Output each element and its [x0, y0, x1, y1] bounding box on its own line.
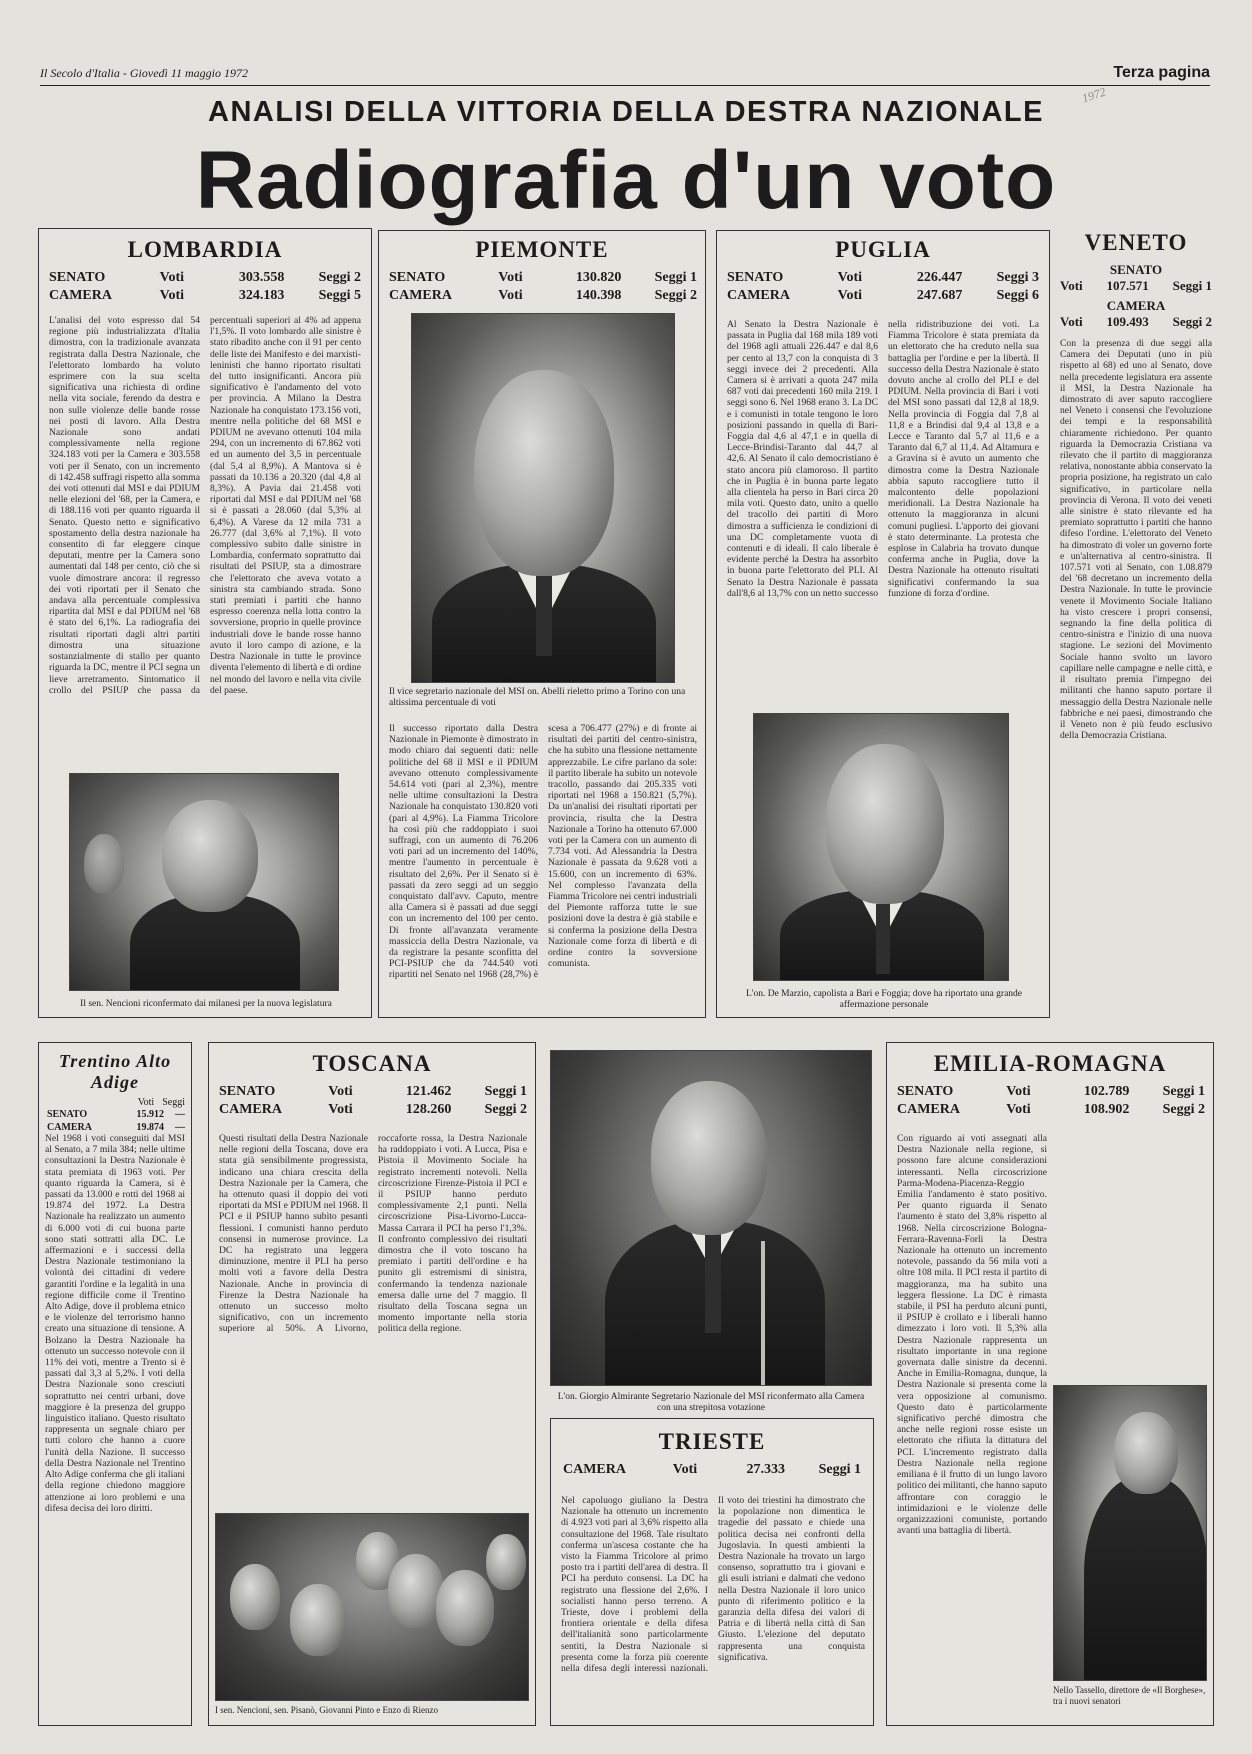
results-table	[47, 269, 363, 305]
result-row	[387, 269, 699, 287]
seats-value: Seggi 3	[996, 270, 1039, 285]
result-row	[725, 269, 1041, 287]
seats-header: Seggi	[162, 1097, 185, 1108]
results-table	[561, 1461, 863, 1479]
result-row	[47, 287, 363, 305]
seats-value: Seggi 2	[1162, 1102, 1205, 1117]
votes-value: 140.398	[575, 288, 622, 303]
votes-label: Voti	[1060, 278, 1083, 293]
house-label: SENATO	[47, 1109, 88, 1120]
article-body: Con la presenza di due seggi alla Camera dei Deputati (uno in più rispetto al 68) ed uno al Senato, dove nella precedente legislatura era assente il MSI, la Destra Nazionale ha dimostrato di aver saputo raccogliere nel Veneto i consensi che l'evoluzione dei tempi e la responsabilità chiaramente richiedono. Per quanto riguarda la Democrazia Cristiana va rilevato che il partito di maggioranza relativa, nonostante abbia conservato la propria posizione, ha registrato un calo significativo, in particolare nella provincia di Verona. Il voto dei veneti alle sinistre è stato rilevante ed ha premiato soprattutto i partiti che hanno difeso l'ordine. L'elettorato del Veneto ha dimostrato di voler un governo forte e un'alternativa al centro-sinistra. Il 107.571 voti al Senato, con 1.08.879 del '68 decretano un incremento della Destra Nazionale. In tutte le provincie venete il Movimento Sociale Italiano ha visto crescere i propri consensi, segnando la fine della politica di centro-sinistra e l'inizio di una nuova stagione. Le sezioni del Movimento Sociale hanno svolto un lavoro capillare nelle campagne e nelle città, e il risultato premia l'impegno dei militanti che hanno saputo portare il messaggio della Destra Nazionale nelle fabbriche e nei paesi, dimostrando che il Veneto non è più feudo esclusivo della Democrazia Cristiana.	[1060, 338, 1212, 742]
house-label: CAMERA	[897, 1102, 960, 1117]
section-label: Terza pagina	[1113, 64, 1210, 81]
seats-value: Seggi 1	[1172, 278, 1212, 293]
abelli-portrait	[411, 313, 675, 683]
votes-label: Voti	[159, 288, 185, 303]
votes-label: Voti	[328, 1102, 353, 1117]
article-body: Il successo riportato dalla Destra Nazionale in Piemonte è dimostrato in modo chiaro dai seguenti dati: nelle politiche del 68 il MSI e il PDIUM avevano ottenuto complessivamente 54.614 voti (pari al 2,3%), mentre nelle ultime consultazioni la Destra Nazionale ha conquistato 130.820 voti (pari al 4,9%). La Fiamma Tricolore ha così più che raddoppiato i suoi suffragi, con un aumento di 76.206 voti pari ad un incremento del 140%, mentre l'aumento in percentuale è risultato del 2,6%. Per il Senato si è passati da zero seggi ad un seggio conquistato dall'avv. Caputo, mentre alla Camera si è passati ad due seggi con un incremento del 100 per cento. Di fronte all'avanzata veramente massiccia della Destra Nazionale, va da registrare la pesante sconfitta del PCI-PSIUP che da 744.540 voti ripartiti nel Senato nel 1968 (28,7%) è scesa a 706.477 (27%) e di fronte ai risultati dei partiti del centro-sinistra, che ha subìto una flessione nettamente apprezzabile. Le cifre parlano da sole: il partito liberale ha subìto un notevole tracollo, passando dai 205.335 voti riportati nel 1968 a 150.821 (5,7%). Da un'analisi dei risultati riportati per provincia, risulta che la Destra Nazionale a Torino ha ottenuto 67.000 voti per la Camera con un aumento di 7.734 voti. Ad Alessandria la Destra Nazionale è passata da 9.628 voti a 15.600, con un incremento di 63%. Nel complesso l'avanzata della Fiamma Tricolore nei centri industriali del Piemonte rafforza tutte le sue posizioni dove la destra è già stabile e si conferma la posizione della Destra Nazionale come forza di libertà e di ordine contro la sovversione comunista.	[389, 723, 697, 981]
region-title: VENETO	[1084, 230, 1188, 255]
photo-caption: Il sen. Nencioni riconfermato dai milanesi per la nuova legislatura	[80, 999, 332, 1009]
article-body: Nel 1968 i voti conseguiti dal MSI al Senato, a 7 mila 384; nelle ultime consultazioni la Destra Nazionale è stata premiata di 1963 voti. Per quanto riguarda la Camera, si è passati da 13.000 e rotti del 1968 ai 19.874 del 1972. La Destra Nazionale ha realizzato un aumento di 6.000 voti di cui buona parte sono stati sottratti alla DC. Le affermazioni e i successi della Destra Nazionale testimoniano la volontà dei cittadini di vedere garantiti l'ordine e la legalità in una regione difficile come il Trentino Alto Adige, dove il problema etnico e le violenze del terrorismo hanno creato una situazione di tensione. A Bolzano la Destra Nazionale ha ottenuto un successo notevole con il 11% dei voti, mentre a Trento si è passati dal 3,3 al 5,2%. I voti della Destra Nazionale sono cresciuti soprattutto nei centri urbani, dove maggiore è la presenza del gruppo linguistico italiano. Questo risultato rappresenta un segnale chiaro per tutti coloro che hanno a cuore l'unità della Nazione. Il successo della Destra Nazionale nel Trentino Alto Adige conferma che gli italiani della regione chiedono maggiore attenzione ai loro problemi e una difesa decisa dei loro diritti.	[45, 1133, 185, 1514]
de-marzio-portrait	[753, 713, 1009, 981]
article-body: Questi risultati della Destra Nazionale nelle regioni della Toscana, dove era stata già sensibilmente progressista, indicano una chiara crescita della Destra Nazionale per la Camera, che ha ottenuto quasi il doppio dei voti riportati da MSI e PDIUM nel 1968. Il PCI e il PSIUP hanno subìto pesanti flessioni. I comunisti hanno perduto consensi in numerose province. La DC ha registrato una leggera diminuzione, mentre il PLI ha perso molti voti a favore della Destra Nazionale. Anche in provincia di Firenze la Destra Nazionale ha ottenuto un successo molto significativo, con un incremento superiore al 50%. A Livorno, roccaforte rossa, la Destra Nazionale ha raddoppiato i voti. A Lucca, Pisa e Pistoia il Movimento Sociale ha registrato incrementi notevoli. Nella circoscrizione Firenze-Pistoia il PCI e il PSIUP hanno perduto complessivamente 2,1 punti. Nella circoscrizione Pisa-Livorno-Lucca-Massa Carrara il PCI ha perso l'1,3%. Il confronto complessivo dei risultati dimostra che il voto toscano ha premiato i partiti dell'ordine e ha punito gli estremismi di sinistra, confermando la tendenza nazionale emersa dalle urne del 7 maggio. Il risultato della Toscana segna un momento importante nella storia politica della regione.	[219, 1133, 527, 1335]
group-photo	[215, 1513, 529, 1701]
puglia-article	[716, 230, 1050, 1018]
region-title: Trentino Alto Adige	[58, 1051, 172, 1092]
camera-row	[1058, 314, 1214, 330]
emilia-romagna-article	[886, 1042, 1214, 1726]
region-title: PUGLIA	[835, 237, 931, 262]
house-label: SENATO	[897, 1084, 954, 1099]
senato-row	[1058, 278, 1214, 294]
votes-value: 128.260	[405, 1102, 452, 1117]
region-title: PIEMONTE	[475, 237, 609, 262]
house-label: SENATO	[727, 270, 784, 285]
photo-caption: Nello Tassello, direttore de «Il Borghese», tra i nuovi senatori	[1053, 1685, 1206, 1706]
house-label: CAMERA	[563, 1462, 626, 1477]
house-label: CAMERA	[389, 288, 452, 303]
piemonte-article	[378, 230, 706, 1018]
region-title: TRIESTE	[658, 1429, 766, 1454]
article-text: Con riguardo ai voti assegnati alla Destra Nazionale nella regione, si possono fare alcune considerazioni interessanti. Nella circoscrizione Parma-Modena-Piacenza-Reggio Emilia l'andamento è stato positivo. Per quanto riguarda il Senato l'aumento è stato del 3,8% rispetto al 1968. Nella circoscrizione Bologna-Ferrara-Ravenna-Forlì la Destra Nazionale ha ottenuto un incremento notevole, passando da 56 mila voti a oltre 108 mila. Il PCI resta il partito di maggioranza, ma ha subìto una leggera flessione. La DC è rimasta stabile, il PSI ha perduto alcuni punti, il PSIUP è crollato e i liberali hanno dimezzato i loro voti. Il 5,3% alla Destra Nazionale rappresenta un risultato importante in una regione governata dalle sinistre da decenni. Anche in Emilia-Romagna, dunque, la Destra Nazionale si presenta come la vera opposizione al comunismo. Questo dato è particolarmente significativo perché dimostra che anche nelle regioni rosse esiste un elettorato che rifiuta la dittatura del PCI. L'incremento registrato dalla Destra Nazionale nella regione emiliana è il frutto di un lungo lavoro politico dei militanti, che hanno saputo affrontare con coraggio le intimidazioni e le violenze delle organizzazioni comuniste, portando avanti una battaglia di libertà.	[897, 1133, 1047, 1537]
seats-value: Seggi 2	[1172, 314, 1212, 329]
seats-value: Seggi 1	[654, 270, 697, 285]
article-body: Nel capoluogo giuliano la Destra Nazionale ha ottenuto un incremento di 4.923 voti pari al 3,6% rispetto alla consultazione del 1968. Tale risultato conferma un'ascesa costante che ha visto la Fiamma Tricolore al primo posto tra i partiti dell'area di destra. Il PCI ha perduto consensi. La DC ha registrato una flessione del 2,6%. I socialisti hanno perso terreno. A Trieste, dove i problemi della frontiera orientale e della difesa dell'italianità sono particolarmente sentiti, la Destra Nazionale si presenta come la forza più coerente nella difesa degli interessi nazionali. Il voto dei triestini ha dimostrato che la popolazione non dimentica le tragedie del passato e chiede una politica decisa nei confronti della Jugoslavia. In questi ambienti la Destra Nazionale ha trovato un largo consenso, soprattutto tra i giovani e gli esuli istriani e dalmati che vedono nella Destra Nazionale il loro unico punto di riferimento politico e la garanzia della difesa dei valori di Patria e di libertà nella città di San Giusto. L'elezione del deputato rappresenta una conquista significativa.	[561, 1495, 865, 1675]
votes-value: 130.820	[575, 270, 622, 285]
votes-label: Voti	[328, 1084, 353, 1099]
photo-caption: L'on. De Marzio, capolista a Bari e Foggia; dove ha riportato una grande affermazione personale	[745, 989, 1023, 1010]
house-label: SENATO	[49, 270, 106, 285]
votes-value: 324.183	[238, 288, 285, 303]
votes-label: Voti	[1006, 1102, 1031, 1117]
article-body-left	[897, 1133, 1047, 1719]
running-head-date: Il Secolo d'Italia - Giovedì 11 maggio 1972	[40, 66, 248, 80]
article-body: L'analisi del voto espresso dal 54 regione più industrializzata d'Italia dimostra, con la tradizionale avanzata registrata dalla Destra Nazionale, che l'elettorato lombardo ha voluto esprimere con la sua scelta significativa una richiesta di ordine nella vita sociale, ferendo da destra e non sulle violenze delle bande rosse nei posti di lavoro. Alla Destra Nazionale sono andati complessivamente nella regione 324.183 voti per la Camera e 303.558 voti per il Senato, con un incremento di 142.458 suffragi rispetto alla somma dei voti ottenuti dal MSI e dai PDIUM nelle elezioni del '68, per la Camera, e di 188.116 voti per quanto riguarda il Senato. Questo netto e significativo spostamento della destra nazionale ha consentito di far eleggere cinque deputati, mentre per la Camera sono aumentati dal 148 per cento, ciò che si vuole dimostrare ancora: il regresso dei voti riportati per il Senato che andava alla percentuale complessiva ripartita dal MSI e dal PDIUM nel '68 è stato del 6,1%. La radiografia dei risultati riportati dagli altri partiti dimostra una situazione sostanzialmente di stallo per quanto riguarda la DC, mentre il PCI segna un lieve arretramento. Sintomatico il crollo del PSIUP che passa da percentuali superiori al 4% ad appena l'1,5%. Il voto lombardo alle sinistre è stato ribadito anche con il 91 per cento delle liste dei Manifesto e dei marxisti-leninisti che hanno riportato risultati del tutto insignificanti. Ancora più significativo è l'andamento del voto per provincia. A Milano la Destra Nazionale ha conquistato 173.156 voti, mentre nella politiche del 68 MSI e PDIUM ne avevano ottenuti 104 mila 294, con un incremento di 67.862 voti ed un aumento del 3,5 in percentuale (dal 5,4 al 8,9%). A Mantova si è passati da 10.136 a 20.320 (dal 4,8 al 8,3%). A Pavia dai 21.458 voti riportati dal MSI e dal PDIUM nel '68 si è passati a 28.060 (dal 5,3% al 6,4%). A Varese da 12 mila 731 a 26.777 (dal 3,6% al 7,1%). Il voto complessivo subito dalle sinistre in Lombardia, confermato soprattutto dai risultati del PSIUP, sta a dimostrare che l'elettorato che aveva votato a sinistra sta cambiando strada. Sono stati premiati i partiti che hanno espresso coerenza nella lotta contro la sovversione, proprio in quelle province industriali dove le bande rosse hanno avuto il loro campo di azione, e la Destra Nazionale in tutte le province diventa l'elemento di libertà e di ordine nel mondo del lavoro e nella vita civile del paese.	[49, 315, 361, 696]
result-row	[217, 1083, 529, 1101]
votes-value: 109.493	[1106, 314, 1149, 329]
votes-value: 15.912	[136, 1109, 164, 1120]
votes-value: 27.333	[746, 1462, 785, 1477]
result-row	[895, 1083, 1207, 1101]
results-table	[217, 1083, 529, 1119]
seats-value: Seggi 2	[654, 288, 697, 303]
result-row	[895, 1101, 1207, 1119]
votes-value: 102.789	[1083, 1084, 1130, 1099]
tassello-photo	[1053, 1385, 1207, 1681]
nencioni-photo	[69, 773, 339, 991]
camera-label: CAMERA	[1106, 298, 1166, 313]
seats-value: Seggi 1	[1162, 1084, 1205, 1099]
results-table	[895, 1083, 1207, 1119]
seats-value: Seggi 1	[484, 1084, 527, 1099]
votes-label: Voti	[159, 270, 185, 285]
trentino-article	[38, 1042, 192, 1726]
senato-label: SENATO	[1109, 262, 1163, 277]
article-body: Al Senato la Destra Nazionale è passata in Puglia dal 168 mila 189 voti del 1968 agli attuali 226.447 e dal 8,6 per cento al 13,7 con la conquista di 3 seggi invece dei 2 precedenti. Alla Camera si è arrivati a quota 247 mila 687 voti dai precedenti 160 mila 219. I seggi sono 6. Nel 1968 erano 3. La DC e i comunisti in totale tengono le loro posizioni passando in quella di Bari-Foggia dal 4,6 al 47,1 e in quella di Lecce-Brindisi-Taranto dal 44,7 al 42,6. Al Senato il calo democristiano è stato ancora più clamoroso. Il partito che in Puglia è in buona parte legato alla clientela ha perso in Bari circa 20 mila voti. Questo dato, unito a quello del tracollo dei partiti di Moro dimostra a sufficienza le condizioni di una DC completamente vuota di contenuti e di ideali. Il calo liberale è evidente perché la Destra ha assorbito in buona parte l'elettorato del PLI. Al Senato la Destra Nazionale è passata dall'8,6 al 13,7% con un netto successo nella ridistribuzione dei voti. La Fiamma Tricolore è stata premiata da un elettorato che ha creduto nella sua battaglia per l'ordine e per la libertà. Il successo della Destra Nazionale è stato dovuto anche al crollo del PLI e del PDIUM. Nella provincia di Bari i voti del MSI sono passati dal 12,8 al 18,9. Nella provincia di Foggia dal 7,8 al 11,8 e a Brindisi dal 9,4 al 13,8 e a Lecce e Taranto dal 5,7 al 11,6 e a Taranto dal 6,7 al 11,4. Ad Altamura e a Gravina si è avuto un aumento che dimostra come la Destra Nazionale abbia saputo raccogliere tutto il malcontento delle popolazioni meridionali. La Destra Nazionale ha ottenuto la maggioranza in alcuni comuni pugliesi. L'apporto dei giovani è stato determinante. La protesta che esplose in Calabria ha trovato dunque conferma anche in Puglia, dove la Destra Nazionale ha ottenuto risultati significativi confermando la sua funzione di forza d'ordine.	[727, 319, 1039, 599]
votes-label: Voti	[1060, 314, 1083, 329]
result-row	[217, 1101, 529, 1119]
seats-value: —	[175, 1109, 185, 1120]
house-label: CAMERA	[49, 288, 112, 303]
kicker-headline: ANALISI DELLA VITTORIA DELLA DESTRA NAZIONALE	[208, 96, 1044, 128]
house-label: CAMERA	[219, 1102, 282, 1117]
result-row	[561, 1461, 863, 1479]
photo-caption: I sen. Nencioni, sen. Pisanò, Giovanni Pinto e Enzo di Rienzo	[215, 1705, 438, 1715]
votes-value: 19.874	[136, 1122, 164, 1133]
result-row	[387, 287, 699, 305]
seats-value: Seggi 2	[484, 1102, 527, 1117]
votes-value: 107.571	[1106, 278, 1149, 293]
votes-value: 247.687	[916, 288, 963, 303]
house-label: SENATO	[219, 1084, 276, 1099]
region-title: TOSCANA	[312, 1051, 432, 1076]
results-table	[45, 1108, 187, 1134]
house-label: CAMERA	[47, 1122, 92, 1133]
house-label: CAMERA	[727, 288, 790, 303]
trieste-article	[550, 1418, 874, 1726]
results-table	[725, 269, 1041, 305]
region-title: EMILIA-ROMAGNA	[933, 1051, 1167, 1076]
votes-label: Voti	[837, 288, 863, 303]
votes-label: Voti	[1006, 1084, 1031, 1099]
votes-label: Voti	[498, 288, 523, 303]
seats-value: Seggi 1	[818, 1462, 861, 1477]
votes-label: Voti	[498, 270, 523, 285]
main-headline: Radiografia d'un voto	[195, 135, 1057, 226]
running-head	[40, 66, 1210, 86]
seats-value: —	[175, 1122, 185, 1133]
votes-header: Voti	[137, 1097, 155, 1108]
almirante-caption: L'on. Giorgio Almirante Segretario Nazionale del MSI riconfermato alla Camera con una strepitosa votazione	[557, 1392, 865, 1413]
results-header	[39, 1093, 191, 1108]
votes-value: 121.462	[405, 1084, 452, 1099]
house-label: SENATO	[389, 270, 446, 285]
almirante-photo	[550, 1050, 872, 1386]
seats-value: Seggi 2	[318, 270, 361, 285]
votes-label: Voti	[837, 270, 863, 285]
votes-value: 303.558	[238, 270, 285, 285]
results-table	[387, 269, 699, 305]
result-row	[47, 269, 363, 287]
votes-value: 108.902	[1083, 1102, 1130, 1117]
lombardia-article	[38, 228, 372, 1018]
veneto-article	[1058, 228, 1214, 1018]
seats-value: Seggi 6	[996, 288, 1039, 303]
result-row	[45, 1108, 187, 1121]
toscana-article	[208, 1042, 536, 1726]
pencil-annotation: 1972	[1080, 84, 1108, 106]
photo-caption: Il vice segretario nazionale del MSI on. Abelli rieletto primo a Torino con una altissima percentuale di voti	[389, 687, 686, 708]
votes-value: 226.447	[916, 270, 963, 285]
seats-value: Seggi 5	[318, 288, 361, 303]
result-row	[725, 287, 1041, 305]
region-title: LOMBARDIA	[127, 237, 283, 262]
votes-label: Voti	[672, 1462, 698, 1477]
